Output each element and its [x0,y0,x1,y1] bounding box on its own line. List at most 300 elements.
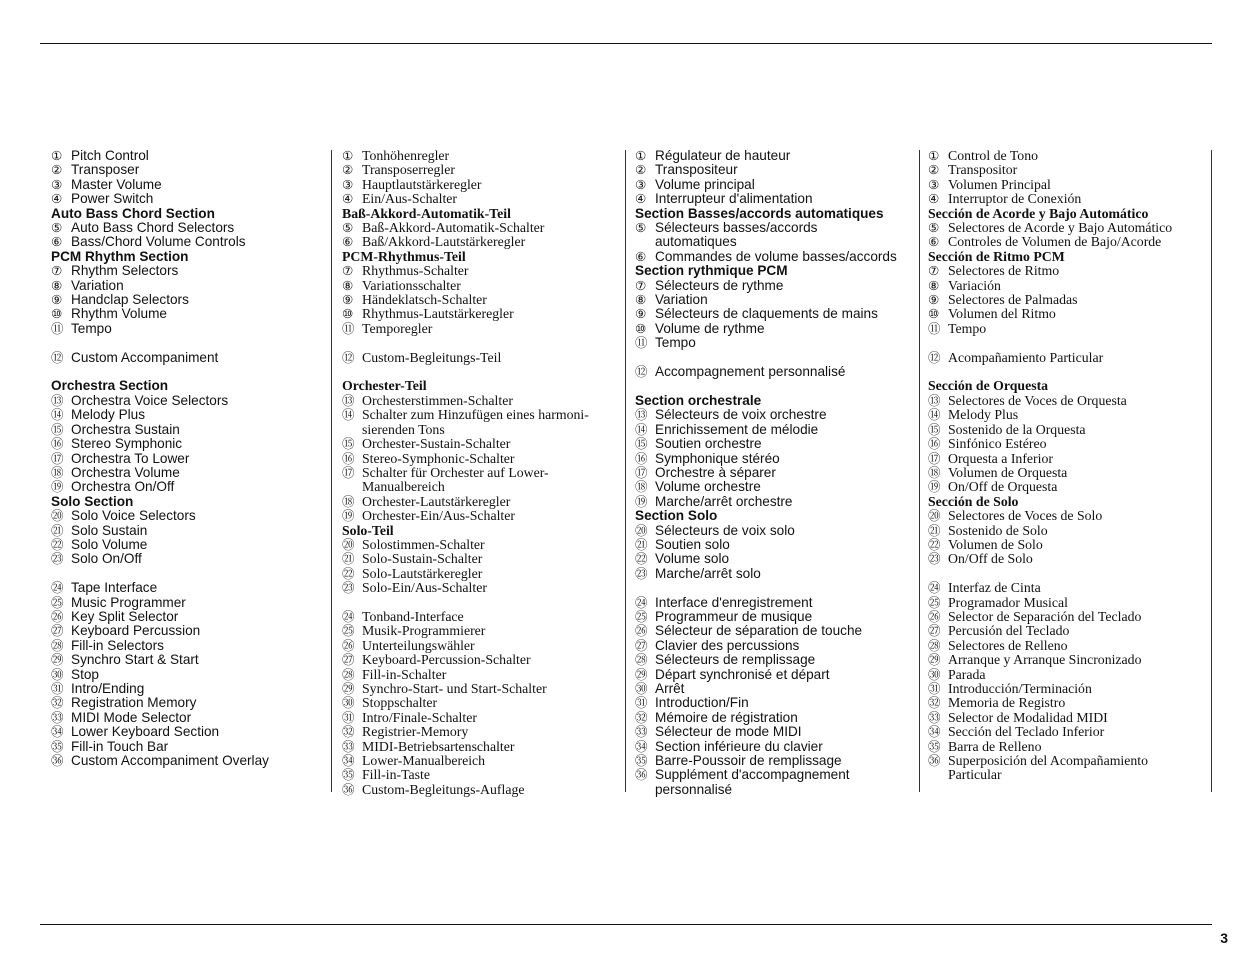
item-number: ⑫ [51,349,64,365]
item-label: Volume principal [655,176,755,192]
item-label: Mémoire de régistration [655,709,798,725]
item-number: ㉚ [51,666,64,682]
item-label: Marche/arrêt orchestre [655,493,793,509]
item-label: Sélecteurs de voix solo [655,522,795,538]
list-item [928,192,1208,206]
item-label: Custom-Begleitungs-Teil [362,349,502,365]
item-label: Variationsschalter [362,277,461,293]
list-item [635,596,913,610]
list-item [928,682,1208,696]
list-item [928,552,1208,566]
list-item [635,192,913,206]
column-divider-4 [1211,150,1212,792]
item-label: Introduction/Fin [655,695,749,711]
item-number: ㉕ [51,594,64,610]
item-label: Temporegler [362,320,433,336]
item-label: Marche/arrêt solo [655,565,761,581]
item-label: Custom-Begleitungs-Auflage [362,781,525,797]
list-item [635,149,913,163]
list-item [51,509,326,523]
item-number: ⑩ [51,306,63,322]
item-label: Händeklatsch-Schalter [362,292,487,308]
item-number: ⑭ [51,407,64,423]
list-item [928,279,1208,293]
item-number: ⑧ [342,277,354,293]
item-label: Supplément d'accompagnement [655,767,850,783]
item-number: ③ [51,176,63,192]
item-label: Orquesta a Inferior [948,450,1053,466]
spacer [928,336,1208,350]
item-label: Volumen de Orquesta [948,464,1068,480]
section-heading: Sección de Orquesta [928,378,1049,394]
item-number: ⑱ [928,464,941,480]
item-number: ㉞ [51,724,64,740]
section-heading: Orchestra Section [51,378,169,394]
item-label: Schalter zum Hinzufügen eines harmoni- [362,407,589,423]
section-heading: Section Basses/accords automatiques [635,205,884,221]
item-number: ⑫ [635,364,648,380]
list-item [635,740,913,754]
column-spanish [928,149,1208,783]
list-item [928,466,1208,480]
list-item [342,293,620,307]
item-number: ⑮ [635,436,648,452]
item-label: Tempo [948,320,987,336]
item-number: ⑯ [928,436,941,452]
item-number: ② [51,162,63,178]
item-label: Baß-Akkord-Automatik-Schalter [362,220,545,236]
list-item [51,754,326,768]
item-number: ㉕ [928,594,941,610]
list-item [51,466,326,480]
item-label: Tonband-Interface [362,608,464,624]
item-label: Solo On/Off [71,551,142,567]
item-number: ㉛ [635,695,648,711]
column-divider-3 [919,150,920,792]
list-item [635,452,913,466]
list-item [928,235,1208,249]
item-label: Stereo Symphonic [71,436,183,452]
item-number: ㉚ [342,695,355,711]
list-item [635,221,913,235]
list-item [342,437,620,451]
list-item [342,192,620,206]
item-number: ⑱ [51,464,64,480]
section-heading: PCM Rhythm Section [51,248,189,264]
item-number: ⑬ [928,392,941,408]
item-number: ⑱ [342,493,355,509]
item-label: Sostenido de la Orquesta [948,421,1086,437]
list-item [635,336,913,350]
item-label: Soutien orchestre [655,436,762,452]
item-label: Solo Sustain [71,522,148,538]
item-number: ⑭ [928,407,941,423]
item-number: ② [635,162,647,178]
item-number: ② [342,162,354,178]
item-number: ㉑ [928,522,941,538]
list-item [635,322,913,336]
list-item [928,740,1208,754]
list-item [635,538,913,552]
item-label: Sélecteurs de rythme [655,277,784,293]
item-number: ⑫ [928,349,941,365]
column-divider-2 [625,150,626,792]
list-item [928,509,1208,523]
list-item [342,279,620,293]
list-item [342,639,620,653]
item-number: ⑳ [928,508,941,524]
list-item [342,740,620,754]
item-number: ⑦ [635,277,647,293]
item-label: Programador Musical [948,594,1068,610]
item-label: Orchestre à séparer [655,464,776,480]
item-number: ⑪ [635,335,648,351]
item-number: ⑤ [51,220,63,236]
list-item [635,524,913,538]
list-item [51,293,326,307]
list-item [342,538,620,552]
item-label: Soutien solo [655,536,730,552]
item-number: ㉙ [928,652,941,668]
item-label: Rhythm Volume [71,306,167,322]
section-heading: Auto Bass Chord Section [51,205,215,221]
list-item [342,610,620,624]
list-item [51,235,326,249]
item-label: Transposerregler [362,162,455,178]
item-number: ㉝ [635,724,648,740]
item-label: Tempo [71,320,112,336]
list-item [928,423,1208,437]
item-label: Unterteilungswähler [362,637,475,653]
item-label: Sélecteurs de claquements de mains [655,306,878,322]
item-number: ⑳ [635,522,648,538]
item-label: Selector de Separación del Teclado [948,608,1142,624]
list-item [635,250,913,264]
item-number: ㉞ [342,753,355,769]
item-label: Fill-in Selectors [71,637,164,653]
list-item [928,293,1208,307]
list-item [51,437,326,451]
list-item [635,682,913,696]
item-number: ⑤ [342,220,354,236]
item-number: ㉕ [635,608,648,624]
list-item [342,783,620,797]
item-label: Schalter für Orchester auf Lower- [362,464,549,480]
list-item [342,264,620,278]
item-number: ㉑ [51,522,64,538]
item-label: Memoria de Registro [948,695,1066,711]
item-number: ① [51,148,63,163]
list-item [342,452,620,466]
list-item [928,221,1208,235]
spacer [51,365,326,379]
item-number: ⑤ [635,220,647,236]
item-label: Rhythm Selectors [71,263,179,279]
section-heading: Baß-Akkord-Automatik-Teil [342,205,511,221]
item-label: On/Off de Solo [948,551,1033,567]
list-item [51,538,326,552]
item-number: ⑰ [342,464,355,480]
item-number: ㉝ [928,709,941,725]
item-label: Tonhöhenregler [362,148,450,163]
list-item [635,610,913,624]
item-number: ⑭ [342,407,355,423]
item-label: Volume solo [655,551,730,567]
item-number: ⑰ [928,450,941,466]
item-number: ㉖ [51,608,64,624]
item-label: Stop [71,666,99,682]
list-item [342,653,620,667]
list-item [51,394,326,408]
list-item [51,480,326,494]
list-item [342,768,620,782]
bottom-rule [40,924,1212,925]
spacer [635,581,913,595]
list-item [342,163,620,177]
item-number: ③ [928,176,940,192]
list-item [928,408,1208,422]
item-number: ㉝ [51,709,64,725]
item-number: ㉟ [51,738,64,754]
item-number: ㉒ [928,536,941,552]
item-label: Accompagnement personnalisé [655,364,846,380]
item-number: ㉟ [635,753,648,769]
list-item [342,466,620,480]
item-label: Pitch Control [71,148,149,163]
item-number: ⑨ [342,292,354,308]
list-item [928,725,1208,739]
section-heading: PCM-Rhythmus-Teil [342,248,466,264]
item-label: Controles de Volumen de Bajo/Acorde [948,234,1162,250]
item-label: Départ synchronisé et départ [655,666,830,682]
item-label: Selectores de Relleno [948,637,1068,653]
item-number: ⑲ [635,493,648,509]
item-number: ㉗ [51,623,64,639]
item-number: ㉔ [928,580,941,596]
list-item-continuation [342,423,620,437]
list-item [342,725,620,739]
list-item [51,682,326,696]
item-number: ④ [928,191,940,207]
list-item [51,740,326,754]
list-item [928,668,1208,682]
list-item [635,423,913,437]
list-item [928,394,1208,408]
list-item [928,639,1208,653]
list-item [342,408,620,422]
section-heading: Section rythmique PCM [635,263,788,279]
item-label: Baß/Akkord-Lautstärkeregler [362,234,526,250]
item-label: Solo-Sustain-Schalter [362,551,483,567]
list-item [928,696,1208,710]
list-item [342,178,620,192]
spacer [928,567,1208,581]
top-rule [40,43,1212,44]
list-item [928,452,1208,466]
list-item-continuation [635,235,913,249]
item-label: Orchester-Ein/Aus-Schalter [362,508,515,524]
item-label: Master Volume [71,176,162,192]
list-item [51,581,326,595]
item-label: Orchesterstimmen-Schalter [362,392,513,408]
item-label: Orchestra Volume [71,464,180,480]
list-item [635,552,913,566]
item-number: ㉒ [342,565,355,581]
item-label: Keyboard Percussion [71,623,201,639]
item-number: ㉓ [342,580,355,596]
item-number: ㉚ [635,680,648,696]
list-item [342,682,620,696]
section-heading: Section Solo [635,508,718,524]
item-number: ㉘ [635,652,648,668]
item-label: MIDI-Betriebsartenschalter [362,738,515,754]
item-number: ⑭ [635,421,648,437]
item-number: ④ [51,191,63,207]
list-item [635,624,913,638]
item-number: ⑧ [928,277,940,293]
item-label: automatiques [655,234,737,250]
list-item [342,394,620,408]
list-item [51,610,326,624]
list-item [928,653,1208,667]
item-number: ㉑ [635,536,648,552]
item-label: Enrichissement de mélodie [655,421,819,437]
item-label: Solo Voice Selectors [71,508,196,524]
item-number: ⑯ [51,436,64,452]
list-item [51,149,326,163]
item-number: ① [342,148,354,163]
list-item [51,452,326,466]
section-heading: Sección de Ritmo PCM [928,248,1065,264]
item-number: ㉞ [635,738,648,754]
item-number: ㊱ [342,781,355,797]
item-number: ⑬ [51,392,64,408]
item-number: ㉜ [928,695,941,711]
item-number: ㊱ [51,753,64,769]
column-french [635,149,913,797]
item-label: Orchestra Voice Selectors [71,392,229,408]
section-heading: Solo Section [51,493,134,509]
item-number: ㉙ [51,652,64,668]
item-label: Stereo-Symphonic-Schalter [362,450,515,466]
list-item [635,711,913,725]
list-item [342,552,620,566]
item-number: ⑰ [51,450,64,466]
item-number: ㉗ [635,637,648,653]
item-number: ⑨ [928,292,940,308]
item-number: ⑧ [635,292,647,308]
list-item [635,408,913,422]
item-label: personnalisé [655,781,733,797]
item-number: ⑥ [51,234,63,250]
list-item [928,437,1208,451]
section-heading: Orchester-Teil [342,378,427,394]
list-item [51,322,326,336]
list-item [342,149,620,163]
section-heading: Sección de Solo [928,493,1019,509]
list-item [342,567,620,581]
spacer [342,365,620,379]
list-item [51,163,326,177]
item-number: ㉑ [342,551,355,567]
item-number: ⑩ [635,320,647,336]
list-item [342,495,620,509]
list-item [51,624,326,638]
item-label: Stoppschalter [362,695,438,711]
list-item [51,668,326,682]
item-number: ⑮ [342,436,355,452]
item-number: ㉔ [635,594,648,610]
list-item [342,322,620,336]
item-label: Power Switch [71,191,154,207]
item-number: ⑨ [51,292,63,308]
item-label: Acompañamiento Particular [948,349,1104,365]
item-label: Tempo [655,335,696,351]
item-number: ㉓ [51,551,64,567]
list-item [342,668,620,682]
item-label: Selectores de Acorde y Bajo Automático [948,220,1173,236]
list-item [342,711,620,725]
column-english [51,149,326,768]
list-item [635,293,913,307]
item-label: Fill-in-Taste [362,767,431,783]
item-label: Arranque y Arranque Sincronizado [948,652,1142,668]
item-number: ⑥ [342,234,354,250]
item-number: ㉘ [342,666,355,682]
item-label: Music Programmer [71,594,186,610]
item-number: ㉟ [342,767,355,783]
item-label: Key Split Selector [71,608,179,624]
item-number: ㉛ [928,680,941,696]
item-number: ㉒ [51,536,64,552]
list-item [635,279,913,293]
item-label: Volume orchestre [655,479,761,495]
item-number: ⑳ [51,508,64,524]
item-label: Orchester-Sustain-Schalter [362,436,511,452]
list-item [51,351,326,365]
item-number: ⑩ [928,306,940,322]
item-label: Custom Accompaniment [71,349,219,365]
item-label: Solo-Ein/Aus-Schalter [362,580,487,596]
item-number: ⑳ [342,536,355,552]
spacer [635,351,913,365]
page-number: 3 [1220,930,1228,946]
list-item [342,351,620,365]
item-number: ⑯ [342,450,355,466]
list-item [51,653,326,667]
item-number: ㉒ [635,551,648,567]
spacer [51,336,326,350]
list-item [928,264,1208,278]
item-number: ㉓ [928,551,941,567]
list-item [928,754,1208,768]
item-number: ㉔ [51,580,64,596]
list-item [928,178,1208,192]
list-item [51,408,326,422]
item-label: Lower Keyboard Section [71,724,220,740]
list-item [928,480,1208,494]
list-item [51,264,326,278]
item-number: ㉛ [51,680,64,696]
list-item [51,423,326,437]
list-item [51,596,326,610]
item-label: Sección del Teclado Inferior [948,724,1105,740]
item-label: Custom Accompaniment Overlay [71,753,269,769]
item-number: ㉝ [342,738,355,754]
item-number: ⑲ [928,479,941,495]
list-item [51,725,326,739]
item-label: Musik-Programmierer [362,623,486,639]
